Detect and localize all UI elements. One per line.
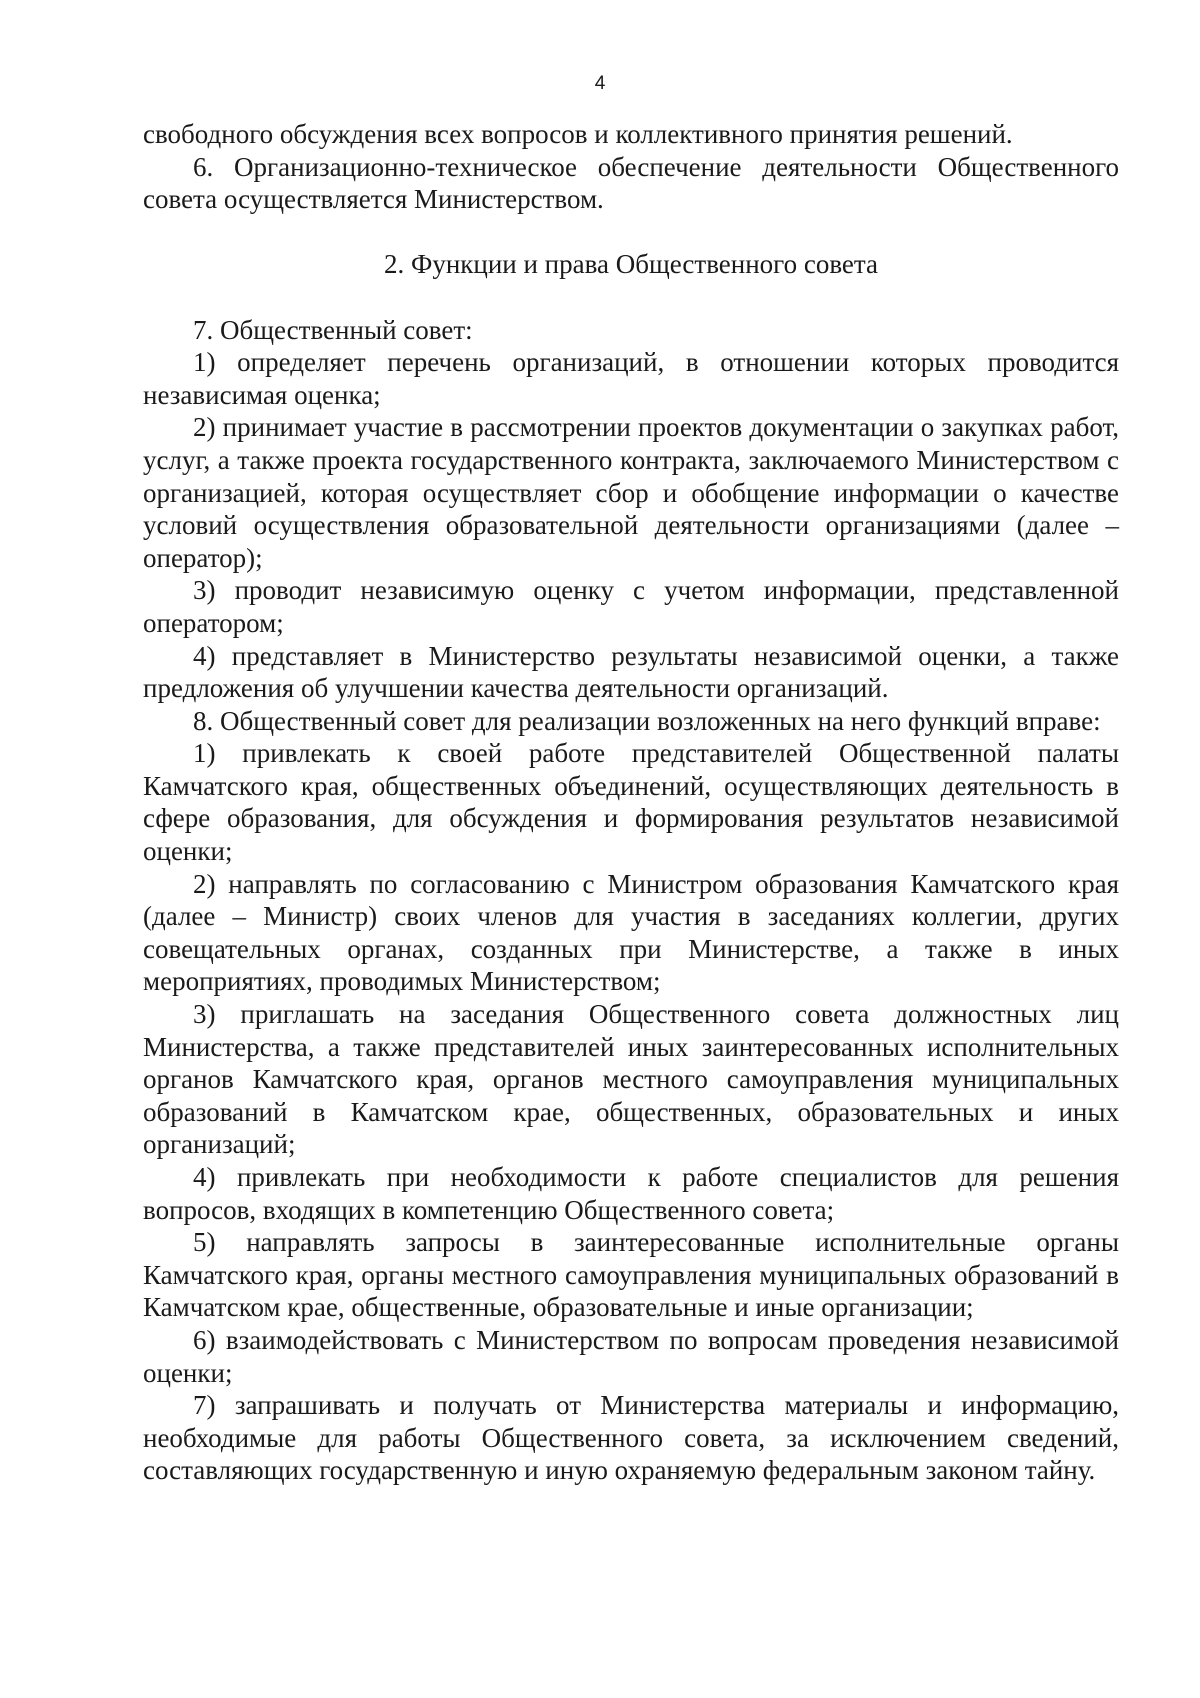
paragraph-7-item-2: 2) принимает участие в рассмотрении проектов документации о закупках работ, услуг, а также проекта государственного контракта, заключаемого Министерством с организацией, которая осуществляет сбор и обобщение информации о качестве условий осуществления образовательной деятельности организациями (далее – оператор);: [143, 412, 1119, 573]
paragraph-7-item-1: 1) определяет перечень организаций, в отношении которых проводится независимая оценка;: [143, 347, 1119, 410]
paragraph-8-item-3: 3) приглашать на заседания Общественного совета должностных лиц Министерства, а также представителей иных заинтересованных исполнительных органов Камчатского края, органов местного самоуправления муниципальных образований в Камчатском крае, общественных, образовательных и иных организаций;: [143, 999, 1119, 1160]
paragraph-6: 6. Организационно-техническое обеспечение деятельности Общественного совета осуществляется Министерством.: [143, 151, 1119, 215]
paragraph-7-item-4: 4) представляет в Министерство результаты независимой оценки, а также предложения об улучшении качества деятельности организаций.: [143, 640, 1119, 704]
document-body: [143, 118, 1119, 1487]
page-number: 4: [594, 73, 606, 94]
section-heading: 2. Функции и права Общественного совета: [383, 249, 878, 280]
paragraph-8-item-5: 5) направлять запросы в заинтересованные исполнительные органы Камчатского края, органы местного самоуправления муниципальных образований в Камчатском крае, общественные, образовательные и иные организации;: [143, 1227, 1119, 1323]
paragraph-8-item-7: 7) запрашивать и получать от Министерства материалы и информацию, необходимые для работы Общественного совета, за исключением сведений, составляющих государственную и иную охраняемую федеральным законом тайну.: [143, 1390, 1119, 1486]
paragraph-8: 8. Общественный совет для реализации возложенных на него функций вправе:: [193, 705, 1101, 736]
paragraph-8-item-1: 1) привлекать к своей работе представителей Общественной палаты Камчатского края, общественных объединений, осуществляющих деятельность в сфере образования, для обсуждения и формирования результатов независимой оценки;: [143, 738, 1119, 867]
paragraph-8-item-6: 6) взаимодействовать с Министерством по вопросам проведения независимой оценки;: [143, 1324, 1119, 1388]
paragraph-7-item-3: 3) проводит независимую оценку с учетом информации, представленной оператором;: [143, 575, 1119, 638]
paragraph-8-item-2: 2) направлять по согласованию с Министром образования Камчатского края (далее – Министр) своих членов для участия в заседаниях коллегии, других совещательных органах, созданных при Министерстве, а также в иных мероприятиях, проводимых Министерством;: [143, 868, 1119, 997]
paragraph-continuation: свободного обсуждения всех вопросов и коллективного принятия решений.: [143, 119, 1013, 149]
paragraph-7: 7. Общественный совет:: [193, 314, 473, 345]
paragraph-8-item-4: 4) привлекать при необходимости к работе специалистов для решения вопросов, входящих в компетенцию Общественного совета;: [143, 1162, 1119, 1225]
